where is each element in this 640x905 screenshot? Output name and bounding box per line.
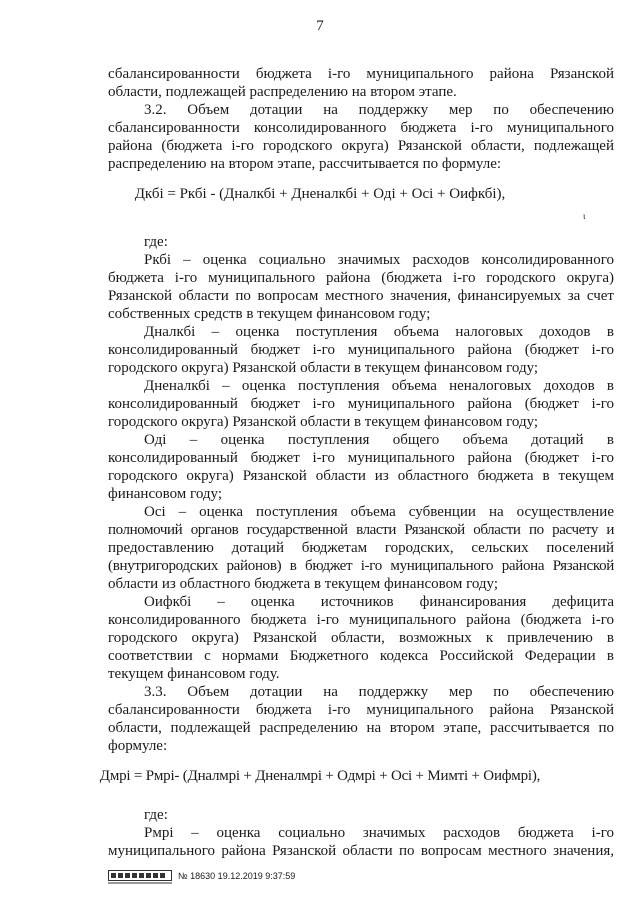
footer-stamp (108, 868, 295, 884)
text-line: области, подлежащей распределению на втором этапе, рассчитывается по (108, 720, 614, 736)
text-line: области из областного бюджета в текущем финансовом году; (108, 576, 499, 592)
page-number: 7 (316, 18, 324, 34)
formula-dmr: Дмрi = Рмрi- (Дналмрi + Дненалмрi + Одмрi + Осi + Мимтi + Оифмрi), (99, 768, 541, 784)
definition-dnalkb: Дналкбi – оценка поступления объема налоговых доходов в (144, 324, 614, 340)
text-line: сбалансированности бюджета i-го муниципального района Рязанской (108, 702, 614, 718)
text-line: городского округа) Рязанской области в текущем финансовом году; (108, 360, 539, 376)
text-line: консолидированного бюджета i-го муниципального района (бюджета i-го (108, 612, 614, 628)
text-line: собственных средств в текущем финансовом году; (108, 306, 431, 322)
text-line: полномочий органов государственной власти Рязанской области по расчету и (108, 522, 614, 538)
registration-stamp: № 18630 19.12.2019 9:37:59 (178, 871, 296, 881)
definition-os: Осi – оценка поступления объема субвенции на осуществление (144, 504, 614, 520)
text-line: консолидированный бюджет i-го муниципального района (бюджет i-го (108, 342, 614, 358)
text-line: муниципального района Рязанской области по вопросам местного значения, (108, 843, 614, 859)
text-line: бюджета i-го муниципального района (бюджета i-го городского округа) (108, 270, 614, 286)
text-line: городского округа) Рязанской области, возможных к привлечению в (108, 630, 614, 646)
text-line: соответствии с нормами Бюджетного кодекса Российской Федерации в (108, 648, 614, 664)
text-line: (внутригородских районов) в бюджет i-го муниципального района Рязанской (108, 558, 614, 574)
text-line: области, подлежащей распределению на втором этапе. (108, 84, 457, 100)
registry-logo-icon (108, 868, 172, 884)
text-line: распределению на втором этапе, рассчитывается по формуле: (108, 156, 502, 172)
section-3-3-heading: 3.3. Объем дотации на поддержку мер по обеспечению (144, 684, 614, 700)
text-line: городского округа) Рязанской области из областного бюджета в текущем (108, 468, 614, 484)
text-line: текущем финансовом году. (108, 666, 280, 682)
where-label: где: (144, 234, 168, 250)
text-line: финансовом году; (108, 486, 223, 502)
text-line: Рязанской области по вопросам местного значения, финансируемых за счет (108, 288, 614, 304)
where-label: где: (144, 807, 168, 823)
definition-od: Одi – оценка поступления общего объема дотаций в (144, 432, 614, 448)
scan-mark-decoration: ι (583, 211, 586, 221)
section-3-2-heading: 3.2. Объем дотации на поддержку мер по обеспечению (144, 102, 614, 118)
definition-oifkb: Оифкбi – оценка источников финансирования дефицита (144, 594, 614, 610)
definition-rmr: Рмрi – оценка социально значимых расходов бюджета i-го (144, 825, 614, 841)
text-line: городского округа) Рязанской области в текущем финансовом году; (108, 414, 539, 430)
text-line: сбалансированности бюджета i-го муниципального района Рязанской (108, 66, 614, 82)
text-line: района (бюджета i-го городского округа) Рязанской области, подлежащей (108, 138, 614, 154)
text-line: консолидированный бюджет i-го муниципального района (бюджет i-го (108, 450, 614, 466)
definition-dnenalkb: Дненалкбi – оценка поступления объема неналоговых доходов в (144, 378, 614, 394)
formula-dkb: Дкбi = Ркбi - (Дналкбi + Дненалкбi + Одi + Осi + Оифкбi), (134, 186, 506, 202)
definition-rkb: Ркбi – оценка социально значимых расходов консолидированного (144, 252, 614, 268)
text-line: консолидированный бюджет i-го муниципального района (бюджет i-го (108, 396, 614, 412)
text-line: сбалансированности консолидированного бюджета i-го муниципального (108, 120, 614, 136)
text-line: формуле: (108, 738, 168, 754)
text-line: предоставлению дотаций бюджетам городских, сельских поселений (108, 540, 614, 556)
